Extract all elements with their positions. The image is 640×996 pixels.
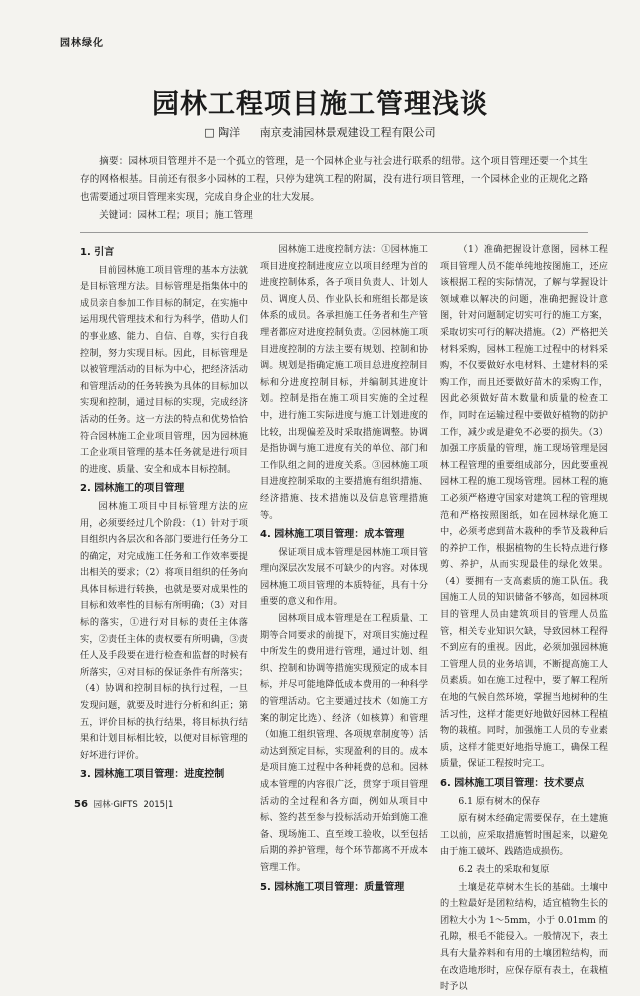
text-column-1 <box>80 242 248 785</box>
body-paragraph: 原有树木经确定需要保存，在土建施工以前，应采取措施暂时围起来，以避免由于施工破坏、践踏造成损伤。 <box>440 813 608 858</box>
author-line <box>0 124 640 140</box>
author-name: □ 陶洋 <box>204 126 241 139</box>
page-number: 56 <box>74 799 88 810</box>
section-heading: 4. 园林施工项目管理：成本管理 <box>260 529 405 541</box>
footer-journal: 园林·GIFTS <box>93 800 138 810</box>
body-paragraph: 保证项目成本管理是园林施工项目管理向深层次发展不可缺少的内容。对体现园林施工项目管理的本质特征，具有十分重要的意义和作用。 <box>260 546 428 608</box>
section-heading: 6. 园林施工项目管理：技术要点 <box>440 778 585 789</box>
section-label: 园林绿化 <box>60 38 104 49</box>
body-paragraph: 园林项目成本管理是在工程质量、工期等合同要求的前提下，对项目实施过程中所发生的费用进行管理，通过计划、组织、控制和协调等措施实现预定的成本目标，并尽可能地降低成本费用的一种科学的管理活动。它主要通过技术（如施工方案的制定比选）、经济（如核算）和管理（如施工组织管理、各项规章制度等）活动达到预定目标，实现盈利的目的。成本是项目施工过程中各种耗费的总和。园林成本管理的内容很广泛，贯穿于项目管理活动的全过程和各方面，例如从项目中标、签约甚至参与投标活动开始到施工准备、现场施工、直至竣工验收，以至包括后期的养护管理，每个环节都离不开成本管理工作。 <box>260 613 428 873</box>
body-paragraph: 目前园林施工项目管理的基本方法就是目标管理方法。目标管理是指集体中的成员亲自参加工作目标的制定，在实施中运用现代管理技术和行为科学，借助人们的事业感、能力、自信、自尊，实行自我控制，努力实现目标。因此，目标管理是以被管理活动的目标为中心，把经济活动和管理活动的任务转换为具体的目标加以实现和控制，通过目标的实现，完成经济活动的任务。这一方法的特点和优势恰恰符合园林施工企业项目管理，因为园林施工企业项目管理的基本任务就是进行项目的进度、质量、安全和成本目标控制。 <box>80 264 248 475</box>
section-heading: 1. 引言 <box>80 247 115 258</box>
text-column-2 <box>260 242 428 897</box>
body-paragraph: （1）准确把握设计意图，园林工程项目管理人员不能单纯地按图施工，还应该根据工程的实际情况，了解与掌握设计领域难以解决的问题，准确把握设计意图，针对问题制定切实可行的施工方案，采取切实可行的解决措施。（2）严格把关材料采购，园林工程施工过程中的材料采购，不仅要做好水电材料、土建材料的采购工作，而且还要做好苗木的采购工作，因此必须做好苗木数量和质量的检查工作，同时在运输过程中要做好植物的防护工作，减少或是避免不必要的损失。（3）加强工序质量的管理，施工现场管理是园林工程管理的重要组成部分，因此要重视园林工程的施工现场管理。园林工程的施工必须严格遵守国家对建筑工程的管理规范和严格按照图纸，如在园林绿化施工中，必须考虑到苗木栽种的季节及栽种后的养护工作，根据植物的生长特点进行修剪、养护，从而实现最佳的绿化效果。（4）要拥有一支高素质的施工队伍。我国施工人员的知识储备不够高，如园林项目的管理人员由建筑项目的管理人员监管，相关专业知识欠缺，导致园林工程得不到应有的重视。因此，必须加强园林施工管理人员的业务培训，不断提高施工人员素质。如在施工过程中，要了解工程所在地的气候自然环境，掌握当地树种的生活习性，这样才能更好地做好园林工程植物的栽植。同时，加强施工人员的专业素质，这样才能更好地指导施工，确保工程质量，保证工程按时完工。 <box>440 244 608 770</box>
author-affiliation: 南京麦浦园林景观建设工程有限公司 <box>259 126 436 139</box>
abstract-divider <box>80 232 588 233</box>
abstract-text: 摘要：园林项目管理并不是一个孤立的管理，是一个园林企业与社会进行联系的纽带。这个项目管理还要一个其生存的网格根基。目前还有很多小园林的工程，只停为建筑工程的附属，没有进行项目管理，一个园林企业的正规化之路也需要通过项目管理来实现，完成自身企业的壮大发展。 <box>80 156 588 203</box>
body-paragraph: 园林施工项目中目标管理方法的应用，必须要经过几个阶段：（1）针对于项目组织内各层次和各部门要进行任务分工的确定，对完成施工任务和工作效率要提出相关的要求；（2）将项目组织的任务向具体目标进行转换，也就是要对成果性的目标和效率性的目标有所明确；（3）对目标的落实，①进行对目标的责任主体落实，②责任主体的责权要有所明确，③责任人及手段要在进行检查和监督的时候有所落实，④对目标的保证条件有所落实；（4）协调和控制目标的执行过程，一旦发现问题，就要及时进行分析和纠正；第五，评价目标的执行结果，将目标执行结果和计划目标相比较，以便对目标管理的好坏进行评价。 <box>80 500 248 761</box>
subsection-heading: 6.2 表土的采取和复原 <box>458 863 550 875</box>
article-title: 园林工程项目施工管理浅谈 <box>152 89 488 120</box>
subsection-heading: 6.1 原有树木的保存 <box>458 795 541 807</box>
section-heading: 2. 园林施工的项目管理 <box>80 483 185 495</box>
section-heading: 5. 园林施工项目管理：质量管理 <box>260 881 405 893</box>
body-paragraph: 土壤是花草树木生长的基础。土壤中的土粒最好是团粒结构，适宜植物生长的团粒大小为 1～5mm，小于 0.01mm 的孔隙，根毛不能侵入。一般情况下，表土具有大量养料和有用的土壤团粒结构，而在改造地形时，应保存原有表土，在栽植时予以 <box>440 881 608 993</box>
page-footer <box>74 798 173 810</box>
abstract-block <box>80 153 588 225</box>
footer-issue: 2015|1 <box>143 800 174 810</box>
text-column-3 <box>440 242 608 996</box>
body-paragraph: 园林施工进度控制方法：①园林施工项目进度控制进度应立以项目经理为首的进度控制体系，各子项目负责人、计划人员、调度人员、作业队长和班组长都是该体系的成员。各承担施工任务者和生产管理者都应对进度控制负责。②园林施工项目进度控制的方法主要有规划、控制和协调。规划是指确定施工项目总进度控制目标和分进度控制目标，并编制其进度计划。控制是指在施工项目实施的全过程中，进行施工实际进度与施工计划进度的比较，出现偏差及时采取措施调整。协调是指协调与施工进度有关的单位、部门和工作队组之间的进度关系。③园林施工项目进度控制采取的主要措施有组织措施、经济措施、技术措施以及信息管理措施等。 <box>260 244 428 521</box>
section-heading: 3. 园林施工项目管理：进度控制 <box>80 769 225 781</box>
keywords-text: 关键词：园林工程；项目；施工管理 <box>99 210 253 221</box>
